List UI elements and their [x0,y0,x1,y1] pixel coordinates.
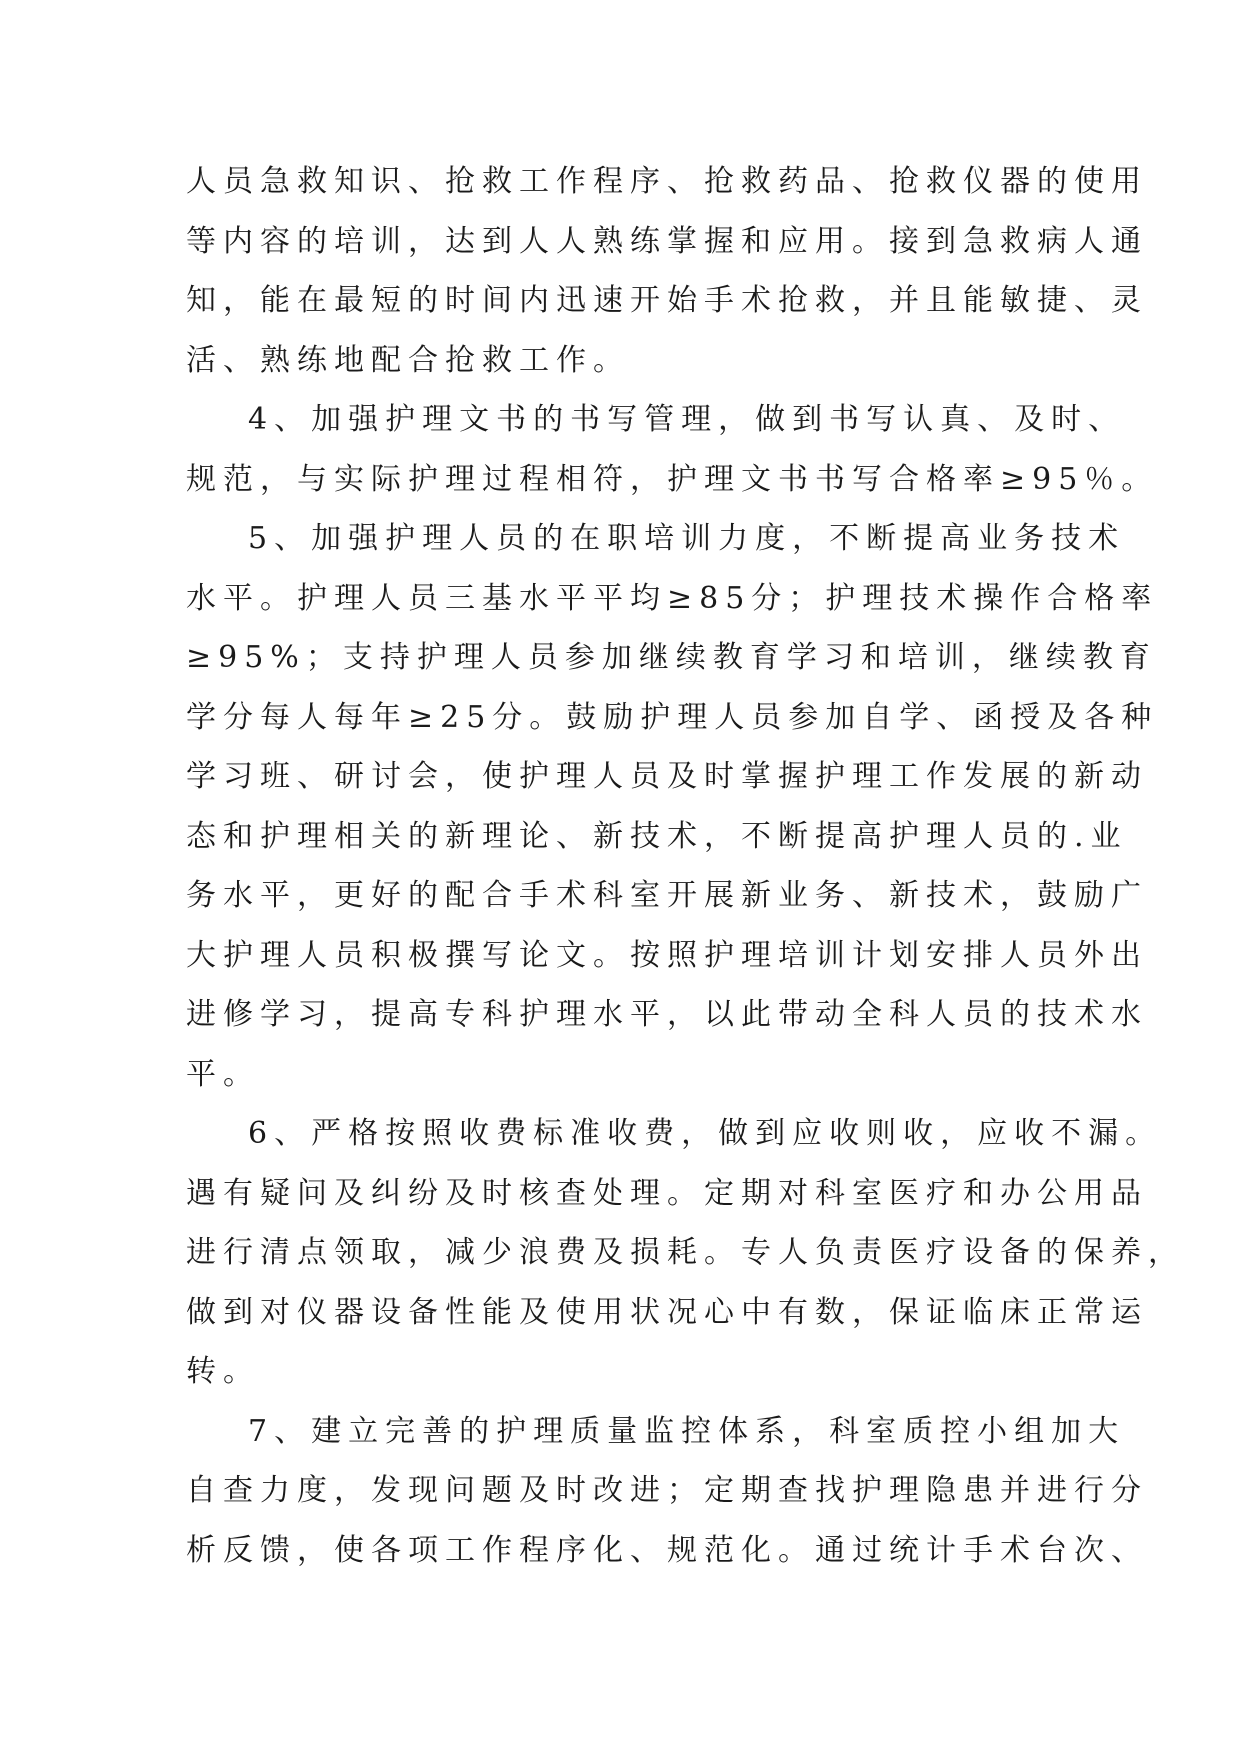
text-line: 人员急救知识、抢救工作程序、抢救药品、抢救仪器的使用 [186,164,1148,199]
text-line: 自查力度，发现问题及时改进；定期查找护理隐患并进行分 [186,1473,1148,1508]
text-line: 4、加强护理文书的书写管理，做到书写认真、及时、 [248,402,1126,437]
text-line: 转。 [186,1354,260,1389]
paragraph-item-4 [186,390,1159,509]
text-line: 态和护理相关的新理论、新技术，不断提高护理人员的.业 [186,818,1128,854]
paragraph-item-5 [186,509,1159,1104]
text-line: 进行清点领取，减少浪费及损耗。专人负责医疗设备的保养， [186,1235,1185,1270]
text-line: 遇有疑问及纠纷及时核查处理。定期对科室医疗和办公用品 [186,1175,1148,1211]
text-line: 平。 [186,1056,260,1092]
document-body [186,152,1185,1580]
text-line: 析反馈，使各项工作程序化、规范化。通过统计手术台次、 [186,1532,1148,1568]
text-line: 水平。护理人员三基水平平均≥85分；护理技术操作合格率 [186,580,1159,616]
text-line: 做到对仪器设备性能及使用状况心中有数，保证临床正常运 [186,1294,1148,1330]
paragraph-continuation [186,152,1148,390]
text-line: 知，能在最短的时间内迅速开始手术抢救，并且能敏捷、灵 [186,283,1148,318]
text-line: 6、严格按照收费标准收费，做到应收则收，应收不漏。 [248,1116,1163,1151]
paragraph-item-7 [186,1402,1148,1581]
text-line: 进修学习，提高专科护理水平，以此带动全科人员的技术水 [186,997,1148,1032]
text-line: 务水平，更好的配合手术科室开展新业务、新技术，鼓励广 [186,878,1148,913]
text-line: 学分每人每年≥25分。鼓励护理人员参加自学、函授及各种 [186,699,1159,735]
text-line: 活、熟练地配合抢救工作。 [186,342,630,378]
text-line: 大护理人员积极撰写论文。按照护理培训计划安排人员外出 [186,937,1148,973]
text-line: 5、加强护理人员的在职培训力度，不断提高业务技术 [248,521,1126,556]
text-line: 7、建立完善的护理质量监控体系，科室质控小组加大 [248,1413,1126,1449]
paragraph-item-6 [186,1104,1185,1402]
text-line: 学习班、研讨会，使护理人员及时掌握护理工作发展的新动 [186,759,1148,794]
text-line: 等内容的培训，达到人人熟练掌握和应用。接到急救病人通 [186,223,1148,259]
text-line: ≥95%；支持护理人员参加继续教育学习和培训，继续教育 [186,640,1157,675]
text-line: 规范，与实际护理过程相符，护理文书书写合格率≥95％。 [186,461,1159,497]
